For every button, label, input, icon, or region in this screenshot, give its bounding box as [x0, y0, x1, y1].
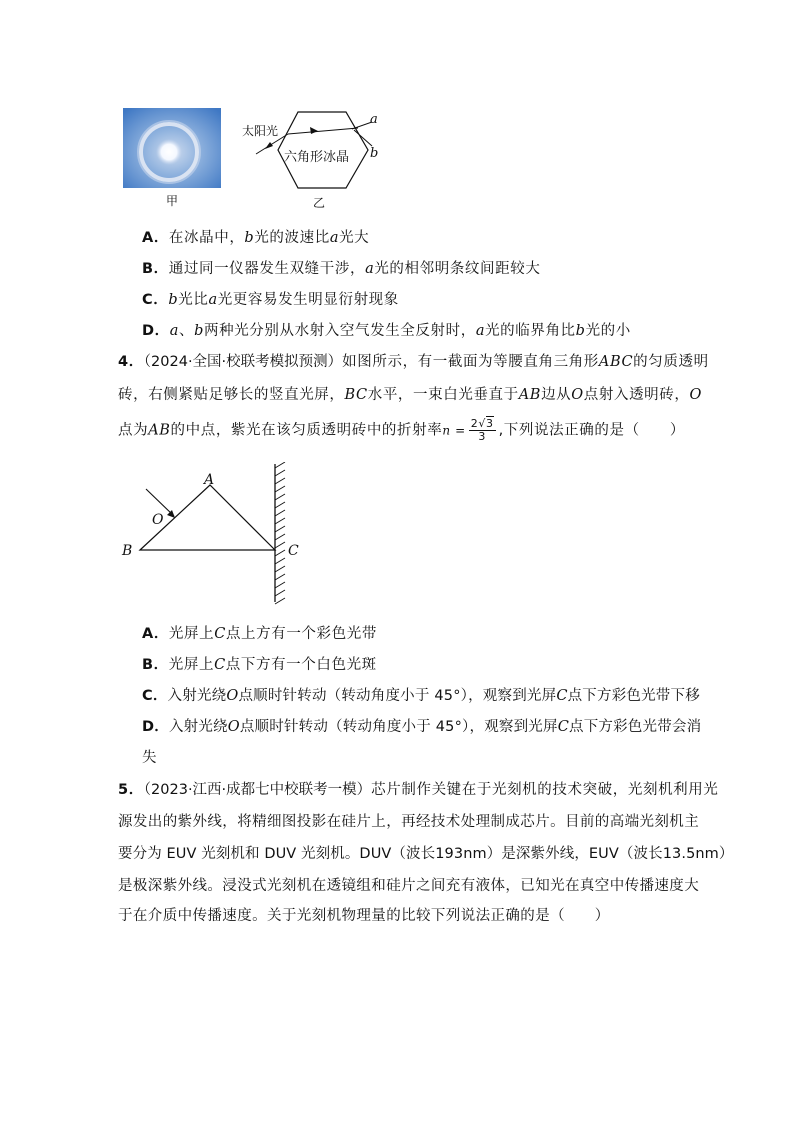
refracted-arrow — [310, 127, 318, 134]
var-o: O — [227, 719, 240, 735]
option-text: 入射光绕 — [167, 688, 227, 704]
option-text: 光的小 — [585, 323, 631, 339]
q3-option-d[interactable] — [142, 321, 631, 341]
var-a: a — [169, 323, 179, 339]
var-a: a — [208, 292, 218, 308]
question-source: （2023·江西·成都七中校联考一模） — [143, 782, 372, 798]
q4-stem-line-1 — [118, 352, 709, 372]
frac-denominator: 3 — [478, 430, 486, 443]
halo-image — [123, 108, 221, 188]
ray-a-line — [352, 122, 372, 129]
stem-text: 芯片制作关键在于光刻机的技术突破，光刻机利用光 — [371, 782, 719, 798]
vertex-b-label: B — [122, 543, 133, 559]
sunlight-label: 太阳光 — [242, 124, 279, 138]
screen-hatching — [275, 462, 285, 604]
q3-option-c[interactable] — [142, 290, 399, 310]
ray-a-label: a — [370, 112, 378, 127]
vertex-c-label: C — [288, 543, 299, 559]
stem-text: 点为 — [118, 422, 149, 439]
q4-option-d[interactable] — [142, 717, 701, 737]
option-text: 光比 — [178, 292, 209, 308]
option-letter: C． — [142, 292, 169, 308]
q4-stem-line-2 — [118, 385, 702, 405]
question-source: （2024·全国·校联考模拟预测） — [143, 354, 343, 370]
stem-text: 点射入透明砖， — [583, 387, 690, 403]
option-text: 点顺时针转动（转动角度小于 45°），观察到光屏 — [239, 719, 558, 735]
refractive-index-fraction: $\frac{2√3}{3}$ — [470, 417, 494, 443]
option-text: 光屏上 — [168, 657, 215, 673]
var-o: O — [689, 387, 702, 403]
stem-text: 砖，右侧紧贴足够长的竖直光屏， — [118, 387, 345, 403]
var-c: C — [214, 657, 226, 673]
var-c: C — [557, 719, 569, 735]
option-letter: D． — [142, 719, 169, 735]
q3-option-a[interactable] — [142, 228, 369, 248]
q5-stem-line-3: 要分为 EUV 光刻机和 DUV 光刻机。DUV（波长193nm）是深紫外线，EUV（波长13.5nm） — [118, 846, 734, 862]
frac-radicand: 3 — [485, 417, 494, 430]
option-text: 光屏上 — [168, 626, 215, 642]
option-text: 点下方彩色光带会消 — [569, 719, 702, 735]
option-text: 点下方有一个白色光斑 — [225, 657, 377, 673]
var-bc: BC — [344, 387, 368, 403]
var-a: a — [365, 261, 375, 277]
var-o: O — [571, 387, 584, 403]
option-text: 点顺时针转动（转动角度小于 45°），观察到光屏 — [238, 688, 557, 704]
refracted-ray — [288, 128, 358, 134]
option-text: 两种光分别从水射入空气发生全反射时， — [204, 323, 476, 339]
var-o: O — [226, 688, 239, 704]
q4-option-a[interactable] — [142, 624, 377, 644]
stem-text: 如图所示，有一截面为等腰直角三角形 — [342, 354, 599, 370]
option-letter: A． — [142, 626, 169, 642]
option-text: 光大 — [339, 230, 370, 246]
stem-text: 的匀质透明 — [633, 354, 709, 370]
figure-label-yi: 乙 — [313, 196, 326, 210]
var-a: a — [329, 230, 340, 246]
stem-text: 水平，一束白光垂直于 — [367, 387, 519, 403]
point-o-label: O — [152, 512, 164, 528]
option-letter: B． — [142, 261, 169, 277]
var-b: b — [168, 292, 179, 308]
q4-stem-line-3 — [118, 418, 685, 443]
question-number: 4． — [118, 354, 144, 370]
ray-b-label: b — [370, 146, 379, 161]
var-b: b — [194, 323, 204, 339]
incident-arrow — [265, 142, 273, 149]
stem-text: 边从 — [541, 387, 572, 403]
figure-label-jia: 甲 — [166, 194, 179, 208]
option-letter: A． — [142, 230, 169, 246]
q4-option-d-continuation: 失 — [142, 750, 158, 766]
stem-text: 的中点，紫光在该匀质透明砖中的折射率 — [170, 422, 443, 439]
option-text: 点上方有一个彩色光带 — [225, 626, 377, 642]
var-c: C — [214, 626, 226, 642]
q5-stem-line-2: 源发出的紫外线，将精细图投影在硅片上，再经技术处理制成芯片。目前的高端光刻机主 — [118, 814, 700, 830]
q4-option-b[interactable] — [142, 655, 377, 675]
option-text: 在冰晶中， — [168, 230, 245, 246]
var-ab: AB — [518, 387, 542, 403]
option-text: 入射光绕 — [168, 719, 228, 735]
incident-light-arrow — [167, 510, 175, 518]
option-letter: B． — [142, 657, 169, 673]
option-text: 光的临界角比 — [485, 323, 576, 339]
option-text: 光的波速比 — [254, 230, 330, 246]
q3-option-b[interactable] — [142, 259, 540, 279]
option-text: 光更容易发生明显衍射现象 — [217, 292, 399, 308]
stem-text: ,下列说法正确的是（ ） — [498, 422, 685, 439]
var-a: a — [475, 323, 486, 339]
q5-stem-line-5: 于在介质中传播速度。关于光刻机物理量的比较下列说法正确的是（ ） — [118, 908, 610, 924]
q5-stem-line-1 — [118, 780, 718, 800]
var-n: n = — [442, 423, 466, 438]
option-text: 点下方彩色光带下移 — [567, 688, 700, 704]
var-b: b — [244, 230, 255, 246]
crystal-label: 六角形冰晶 — [284, 150, 350, 165]
var-c: C — [556, 688, 568, 704]
var-b: b — [575, 323, 586, 339]
frac-coef: 2 — [470, 417, 479, 430]
halo-photo — [123, 108, 221, 188]
option-text: 光的相邻明条纹间距较大 — [374, 261, 541, 277]
option-text: 、 — [179, 323, 195, 339]
option-letter: D． — [142, 323, 170, 339]
ray-b-line — [354, 130, 372, 146]
option-letter: C． — [142, 688, 168, 704]
question-number: 5． — [118, 782, 144, 798]
var-ab: AB — [148, 422, 171, 439]
vertex-a-label: A — [204, 472, 215, 488]
q4-option-c[interactable] — [142, 686, 700, 706]
q5-stem-line-4: 是极深紫外线。浸没式光刻机在透镜组和硅片之间充有液体，已知光在真空中传播速度大 — [118, 878, 700, 894]
var-abc: ABC — [598, 354, 634, 370]
option-text: 通过同一仪器发生双缝干涉， — [168, 261, 366, 277]
